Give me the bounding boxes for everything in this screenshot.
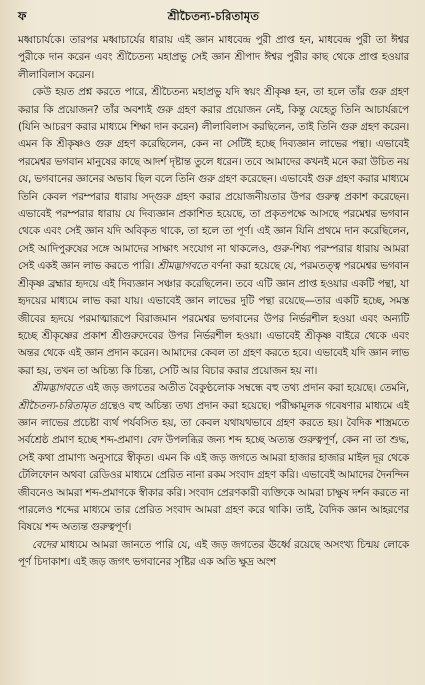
text-run: মাধ্যমে আমরা জানতে পারি যে, এই জড় জগতের ঊর্ধ্বে রয়েছে অসংখ্য চিন্ময় লোকে পূর্ণ চিদাকাশ। এই জড় জগৎ ভগবানের সৃষ্টির এক অতি ক্ষুদ্র অংশ [18,538,409,569]
paragraph [18,380,409,537]
text-run: উপলব্ধির জন্য শব্দ হচ্ছে অত্যন্ত গুরুত্বপূর্ণ, কেন না তা শুদ্ধ, সেই কথা প্রামাণ্য অনুসারে স্বীকৃত। এমন কি এই জড় জগতে আমরা হাজার হাজার মাইল দূর থেকে টেলিফোন অথবা রেডিওর মাধ্যমে প্রেরিত নানা রকম সংবাদ গ্রহণ করি। এভাবেই আমাদের দৈনন্দিন জীবনেও আমরা শব্দ-প্রমাণকে স্বীকার করি। সংবাদ প্রেরণকারী ব্যক্তিকে আমরা চাক্ষুষ দর্শন করতে না পারলেও শব্দের মাধ্যমে তার প্রেরিত সংবাদ আমরা গ্রহণ করে থাকি। তাই, বৈদিক জ্ঞান আহরণের বিষয়ে শব্দ অত্যন্ত গুরুত্বপূর্ণ। [18,434,409,534]
paragraph [18,32,409,84]
italic-title: শ্রীমদ্ভাগবতে [32,382,83,395]
page-folio: ফ [18,9,27,23]
text-run: এই জড় জগতের অতীত বৈকুণ্ঠলোক সম্বন্ধে বহু তথ্য প্রদান করা হয়েছে। তেমনি, [82,382,409,395]
italic-title: শ্রীমদ্ভাগবতে [157,260,208,273]
text-run: মধ্বাচার্যকে। তারপর মধ্বাচার্যের ধারায় এই জ্ঞান মাধবেন্দ্র পুরী প্রাপ্ত হন, মাধবেন্দ্র পুরী তা ঈশ্বর পুরীকে দান করেন এবং শ্রীচৈতন্য মহাপ্রভু সেই জ্ঞান শ্রীপাদ ঈশ্বর পুরীর কাছ থেকে প্রাপ্ত হওয়ার লীলাবিলাস করেন। [18,34,409,81]
text-run: কেউ হয়ত প্রশ্ন করতে পারে, শ্রীচৈতন্য মহাপ্রভু যদি স্বয়ং শ্রীকৃষ্ণ হন, তা হলে তাঁর গুরু গ্রহণ করার কি প্রয়োজন? তাঁর অবশ্যই গুরু গ্রহণ করার প্রয়োজন নেই, কিন্তু যেহেতু তিনি আচার্যরূপে (যিনি আচরণ করার মাধ্যমে শিক্ষা দান করেন) লীলাবিলাস করছিলেন, তাই তিনি গুরু গ্রহণ করেন। এমন কি শ্রীকৃষ্ণও গুরু গ্রহণ করেছিলেন, কেন না সেটিই হচ্ছে দিব্যজ্ঞান লাভের পন্থা। এভাবেই পরমেশ্বর ভগবান মানুষের কাছে আদর্শ দৃষ্টান্ত তুলে ধরেন। তবে আমাদের কখনই মনে করা উচিত নয় যে, ভগবানের জ্ঞানের অভাব ছিল বলে তিনি গুরু গ্রহণ করেছেন। এভাবেই গুরু গ্রহণ করার মাধ্যমে তিনি কেবল পরম্পরার ধারায় সদ্‌গুরু গ্রহণ করার প্রয়োজনীয়তার উপর গুরুত্ব প্রকাশ করেছেন। এভাবেই পরম্পরার ধারায় যে দিব্যজ্ঞান প্রকাশিত হয়েছে, তা প্রকৃতপক্ষে আসছে পরমেশ্বর ভগবান থেকে এবং সেই জ্ঞান যদি অবিকৃত থাকে, তা হলে তা পূর্ণ। এই জ্ঞান যিনি প্রথমে দান করেছিলেন, সেই আদিপুরুষের সঙ্গে আমাদের সাক্ষাৎ সংযোগ না থাকলেও, গুরু-শিষ্য পরম্পরার ধারায় আমরা সেই একই জ্ঞান লাভ করতে পারি। [18,86,409,273]
text-run: বর্ণনা করা হয়েছে যে, পরমতত্ত্ব পরমেশ্বর ভগবান শ্রীকৃষ্ণ ব্রহ্মার হৃদয়ে এই দিব্যজ্ঞান সঞ্চার করেছিলেন। তবে এটি জ্ঞান প্রাপ্ত হওয়ার একটি পন্থা, যা হৃদয়ের মাধ্যমে লাভ করা যায়। এভাবেই জ্ঞান লাভের দুটি পন্থা রয়েছে—তার একটি হচ্ছে, সমস্ত জীবের হৃদয়ে পরমাত্মারূপে বিরাজমান পরমেশ্বর ভগবানের উপর নির্ভরশীল হওয়া এবং অন্যটি হচ্ছে শ্রীকৃষ্ণের প্রকাশ শ্রীগুরুদেবের উপর নির্ভরশীল হওয়া। এভাবেই শ্রীকৃষ্ণ বাইরে থেকে এবং অন্তর থেকে এই জ্ঞান প্রদান করেন। আমাদের কেবল তা গ্রহণ করতে হবে। এভাবেই যদি জ্ঞান লাভ করা হয়, তখন তা অচিন্ত্য কি চিন্ত্য, সেটি আর বিচার করার প্রয়োজন হয় না। [18,260,409,377]
running-title: শ্রীচৈতন্য-চরিতামৃত [167,9,260,23]
italic-title: শ্রীচৈতন্য-চরিতামৃত [18,399,96,412]
text-run: গ্রন্থেও বহু অচিন্ত্য তথ্য প্রদান করা হয়েছে। পরীক্ষামূলক গবেষণার মাধ্যমে এই জ্ঞান লাভের প্রচেষ্টা ব্যর্থ পর্যবসিত হয়, তা কেবল যথাযথভাবে গ্রহণ করতে হয়। বৈদিক শাস্ত্রমতে সর্বশ্রেষ্ঠ প্রমাণ হচ্ছে শব্দ-প্রমাণ। [18,399,409,447]
page-header [18,8,409,28]
paragraph [18,84,409,380]
italic-title: বেদ [146,434,162,447]
italic-title: বেদের [32,538,57,551]
body-text [18,32,409,572]
paragraph [18,537,409,572]
